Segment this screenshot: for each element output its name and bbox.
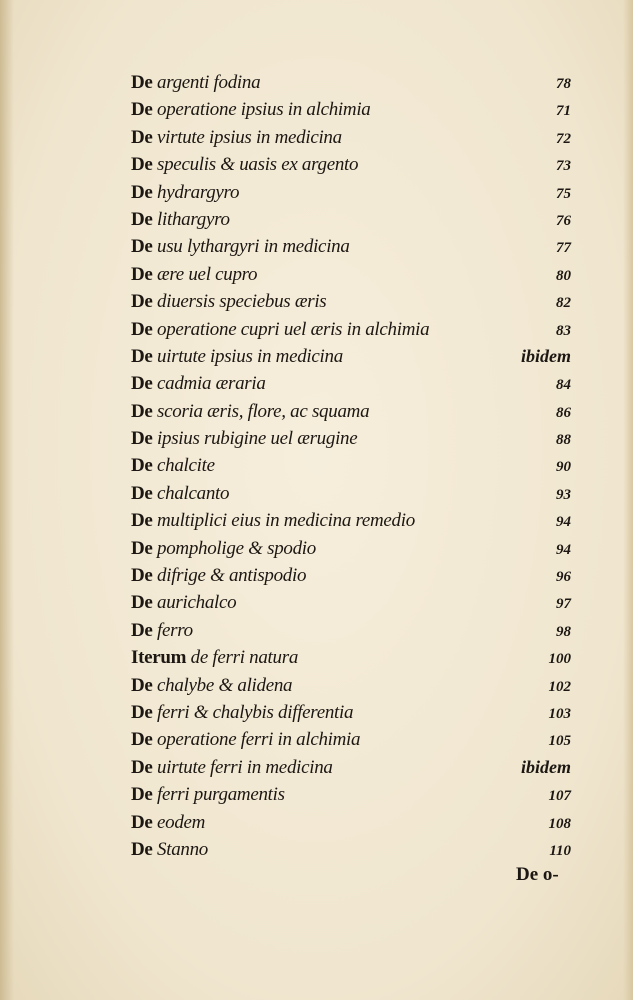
- toc-entry-text: speculis & uasis ex argento: [152, 154, 359, 176]
- toc-page-number: 78: [556, 76, 571, 92]
- toc-entry-initial-word: De: [131, 263, 153, 285]
- toc-entry-title: [131, 179, 239, 206]
- toc-page-number: 108: [548, 815, 571, 832]
- toc-entry-text: operatione ferri in alchimia: [152, 729, 361, 751]
- toc-entry-initial-word: De: [131, 455, 153, 477]
- toc-entry: [131, 562, 571, 589]
- toc-page-number: ibidem: [521, 756, 571, 777]
- toc-entry-title: [131, 836, 208, 863]
- toc-entry-title: [131, 507, 415, 534]
- toc-entry-title: [131, 151, 358, 178]
- toc-entry-text: lithargyro: [152, 208, 230, 230]
- toc-entry-initial-word: De: [131, 181, 153, 203]
- toc-entry-text: hydrargyro: [152, 181, 240, 203]
- toc-entry-text: chalybe & alidena: [152, 674, 293, 696]
- toc-page-number: 97: [556, 596, 571, 613]
- toc-entry-initial-word: De: [131, 345, 153, 367]
- toc-entry-initial-word: De: [131, 72, 153, 93]
- toc-entry: [131, 617, 571, 644]
- toc-entry-text: eodem: [152, 811, 206, 833]
- toc-entry-title: [131, 452, 215, 479]
- toc-entry-text: cadmia æraria: [152, 373, 266, 395]
- toc-entry-text: ferri & chalybis differentia: [152, 701, 354, 723]
- toc-entry-text: chalcanto: [152, 482, 230, 504]
- toc-entry-initial-word: De: [131, 291, 153, 313]
- toc-entry-title: [131, 288, 326, 315]
- toc-entry-title: [131, 480, 229, 507]
- toc-entry-title: [131, 644, 298, 671]
- toc-entry: [131, 699, 571, 726]
- toc-entry-initial-word: De: [131, 208, 153, 230]
- toc-page-number: 100: [548, 651, 571, 668]
- toc-entry-initial-word: De: [131, 154, 153, 176]
- toc-entry-title: [131, 398, 369, 425]
- toc-page-number: ibidem: [521, 345, 571, 366]
- toc-page-number: 88: [556, 432, 571, 449]
- page-edge-left: [0, 0, 14, 1000]
- toc-entry: [131, 69, 571, 96]
- catchword: De o-: [516, 864, 559, 885]
- toc-entry-title: [131, 206, 230, 233]
- toc-entry-initial-word: De: [131, 126, 153, 148]
- toc-entry: [131, 507, 571, 534]
- toc-entry: [131, 316, 571, 343]
- toc-entry-initial-word: De: [131, 236, 153, 258]
- toc-entry: [131, 452, 571, 479]
- toc-entry-text: ferri purgamentis: [152, 784, 285, 806]
- toc-entry: [131, 589, 571, 616]
- toc-entry-text: multiplici eius in medicina remedio: [152, 510, 415, 532]
- toc-entry: [131, 836, 571, 863]
- toc-entry: [131, 370, 571, 397]
- toc-entry-text: ferro: [152, 619, 193, 641]
- toc-entry-text: Stanno: [152, 838, 208, 860]
- toc-entry-title: [131, 562, 306, 589]
- toc-entry-title: [131, 69, 260, 96]
- toc-entry-initial-word: De: [131, 784, 153, 806]
- toc-entry: [131, 179, 571, 206]
- toc-entry: [131, 261, 571, 288]
- toc-entry-title: [131, 370, 266, 397]
- toc-page-number: 77: [556, 240, 571, 257]
- toc-page-number: 80: [556, 267, 571, 284]
- toc-entry-text: operatione cupri uel æris in alchimia: [152, 318, 430, 340]
- toc-entry-text: operatione ipsius in alchimia: [152, 99, 371, 121]
- toc-entry-title: [131, 316, 429, 343]
- toc-entry-title: [131, 699, 353, 726]
- toc-entry-initial-word: De: [131, 318, 153, 340]
- toc-entry-title: [131, 754, 333, 781]
- toc-page-number: 71: [556, 103, 571, 120]
- toc-page-number: 73: [556, 158, 571, 175]
- toc-entry-text: uirtute ipsius in medicina: [152, 345, 343, 367]
- toc-entry-title: [131, 726, 360, 753]
- toc-page-number: 98: [556, 623, 571, 640]
- toc-page-number: 93: [556, 486, 571, 503]
- toc-entry-text: ære uel cupro: [152, 263, 258, 285]
- toc-page-number: 84: [556, 377, 571, 394]
- toc-entry-text: chalcite: [152, 455, 215, 477]
- toc-page-number: 76: [556, 212, 571, 229]
- toc-entry-initial-word: De: [131, 565, 153, 587]
- toc-entry-title: [131, 261, 257, 288]
- toc-entry: [131, 96, 571, 123]
- toc-entry: [131, 672, 571, 699]
- toc-entry-initial-word: De: [131, 510, 153, 532]
- toc-page-number: 75: [556, 185, 571, 202]
- toc-entry-initial-word: De: [131, 811, 153, 833]
- toc-entry-initial-word: De: [131, 701, 153, 723]
- toc-entry: [131, 535, 571, 562]
- toc-entry: [131, 644, 571, 671]
- toc-entry: [131, 288, 571, 315]
- toc-entry-initial-word: Iterum: [131, 647, 187, 669]
- toc-entry-text: ipsius rubigine uel ærugine: [152, 428, 358, 450]
- toc-entry-title: [131, 96, 371, 123]
- toc-page-number: 103: [548, 705, 571, 722]
- toc-entry-text: diuersis speciebus æris: [152, 291, 327, 313]
- toc-entry-title: [131, 343, 343, 370]
- toc-entry-title: [131, 672, 292, 699]
- toc-entry-text: difrige & antispodio: [152, 565, 307, 587]
- toc-page-number: 105: [548, 733, 571, 750]
- toc-page-number: 102: [548, 678, 571, 695]
- toc-entry-text: uirtute ferri in medicina: [152, 756, 333, 778]
- table-of-contents: [131, 69, 571, 863]
- toc-page-number: 96: [556, 569, 571, 586]
- toc-entry-title: [131, 124, 342, 151]
- toc-entry-title: [131, 589, 236, 616]
- toc-entry: [131, 754, 571, 781]
- toc-entry: [131, 809, 571, 836]
- toc-entry-initial-word: De: [131, 373, 153, 395]
- toc-entry-text: aurichalco: [152, 592, 237, 614]
- toc-entry-initial-word: De: [131, 592, 153, 614]
- toc-entry-initial-word: De: [131, 756, 153, 778]
- toc-entry: [131, 781, 571, 808]
- toc-entry-title: [131, 809, 205, 836]
- toc-entry: [131, 398, 571, 425]
- toc-entry-title: [131, 617, 193, 644]
- toc-entry-initial-word: De: [131, 619, 153, 641]
- toc-entry-title: [131, 425, 357, 452]
- toc-entry-text: usu lythargyri in medicina: [152, 236, 350, 258]
- page-edge-right: [623, 0, 633, 1000]
- toc-entry-initial-word: De: [131, 838, 153, 860]
- toc-entry-text: virtute ipsius in medicina: [152, 126, 342, 148]
- toc-entry-title: [131, 781, 285, 808]
- toc-entry-text: scoria æris, flore, ac squama: [152, 400, 370, 422]
- toc-page-number: 83: [556, 322, 571, 339]
- toc-page-number: 94: [556, 514, 571, 531]
- toc-page-number: 110: [549, 842, 571, 859]
- toc-entry: [131, 206, 571, 233]
- toc-entry-initial-word: De: [131, 482, 153, 504]
- toc-entry-initial-word: De: [131, 400, 153, 422]
- toc-entry-initial-word: De: [131, 674, 153, 696]
- toc-page-number: 107: [548, 788, 571, 805]
- toc-entry-initial-word: De: [131, 99, 153, 121]
- toc-entry-initial-word: De: [131, 428, 153, 450]
- toc-entry-initial-word: De: [131, 729, 153, 751]
- toc-page-number: 82: [556, 295, 571, 312]
- toc-entry: [131, 124, 571, 151]
- toc-page-number: 86: [556, 404, 571, 421]
- toc-entry: [131, 480, 571, 507]
- toc-entry: [131, 233, 571, 260]
- toc-entry-text: argenti fodina: [152, 72, 261, 93]
- toc-page-number: 72: [556, 130, 571, 147]
- toc-entry-text: de ferri natura: [186, 647, 299, 669]
- toc-entry: [131, 151, 571, 178]
- toc-entry-initial-word: De: [131, 537, 153, 559]
- toc-page-number: 94: [556, 541, 571, 558]
- toc-entry-text: pompholige & spodio: [152, 537, 316, 559]
- toc-entry-title: [131, 233, 350, 260]
- toc-entry: [131, 343, 571, 370]
- toc-entry: [131, 726, 571, 753]
- toc-entry: [131, 425, 571, 452]
- toc-page-number: 90: [556, 459, 571, 476]
- toc-entry-title: [131, 535, 316, 562]
